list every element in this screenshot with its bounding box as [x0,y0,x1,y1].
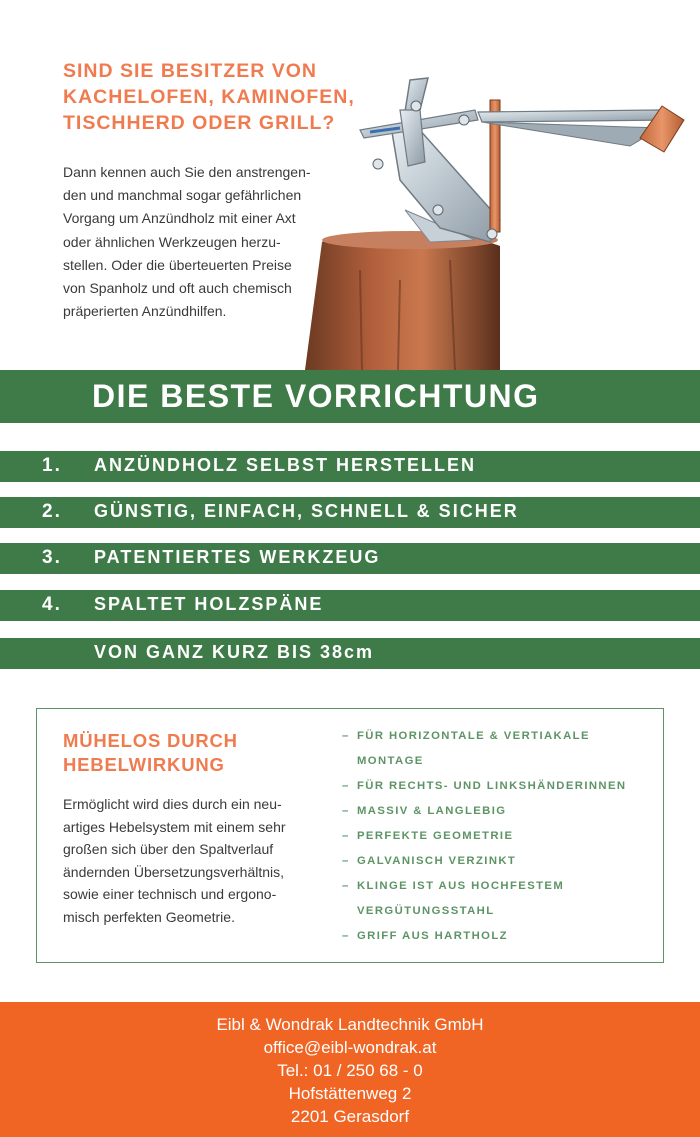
feature-number: 2. [42,501,62,522]
box-paragraph [63,793,313,928]
intro-paragraph [63,161,323,323]
dash-bullet: – [342,805,350,817]
box-text-line: ändernden Übersetzungsverhältnis, [63,863,285,880]
intro-text-line: oder ähnlichen Werkzeugen herzu- [63,233,281,250]
box-heading-line: MÜHELOS DURCH [63,730,238,751]
banner-title: DIE BESTE VORRICHTUNG [92,378,540,414]
street-address: Hofstättenweg 2 [288,1084,412,1103]
spec-item [342,824,662,849]
city-address: 2201 Gerasdorf [290,1107,410,1126]
footer-contact [0,1002,700,1137]
box-heading-line: HEBELWIRKUNG [63,754,225,775]
spec-item [342,724,662,774]
feature-text: ANZÜNDHOLZ SELBST HERSTELLEN [94,455,476,475]
tool-on-stump-image [300,70,700,370]
spec-text: GRIFF AUS HARTHOLZ [357,930,508,942]
intro-text-line: stellen. Oder die überteuerten Preise [63,256,292,273]
dash-bullet: – [342,855,350,867]
intro-text-line: den und manchmal sogar gefährlichen [63,187,302,204]
intro-text-line: präperierten Anzündhilfen. [63,303,227,320]
spec-item [342,774,662,799]
feature-bar [0,451,700,482]
headline-banner [0,370,700,423]
dash-bullet: – [342,880,350,892]
box-text-line: artiges Hebelsystem mit einem sehr [63,818,286,835]
box-text-line: Ermöglicht wird dies durch ein neu- [63,796,282,812]
intro-text-line: Vorgang um Anzündholz mit einer Axt [63,210,296,227]
spec-item [342,849,662,874]
feature-number: 4. [42,594,62,615]
dash-bullet: – [342,780,350,792]
intro-heading-line: SIND SIE BESITZER VON [63,60,317,82]
feature-text: GÜNSTIG, EINFACH, SCHNELL & SICHER [94,501,519,521]
spec-text: KLINGE IST AUS HOCHFESTEM [357,880,565,892]
box-heading [63,729,303,777]
intro-text-line: von Spanholz und oft auch chemisch [63,280,292,297]
box-text-line: misch perfekten Geometrie. [63,908,235,925]
feature-text: VON GANZ KURZ BIS 38cm [94,642,375,662]
phone-number: Tel.: 01 / 250 68 - 0 [277,1061,423,1080]
feature-text: SPALTET HOLZSPÄNE [94,594,324,614]
spec-text: FÜR RECHTS- UND LINKSHÄNDERINNEN [357,780,627,792]
feature-bar [0,638,700,669]
spec-item [342,874,662,924]
feature-text: PATENTIERTES WERKZEUG [94,547,381,567]
spec-text: VERGÜTUNGSSTAHL [357,905,495,917]
dash-bullet: – [342,730,350,742]
email-link[interactable]: office@eibl-wondrak.at [263,1038,437,1057]
info-box [36,708,664,963]
company-name: Eibl & Wondrak Landtechnik GmbH [216,1015,484,1034]
spec-item [342,924,662,949]
intro-heading-line: TISCHHERD ODER GRILL? [63,112,336,134]
spec-text: MONTAGE [357,755,424,767]
spec-text: FÜR HORIZONTALE & VERTIAKALE [357,730,590,742]
feature-bar [0,590,700,621]
spec-text: PERFEKTE GEOMETRIE [357,830,514,842]
feature-number: 1. [42,455,62,476]
dash-bullet: – [342,930,350,942]
spec-item [342,799,662,824]
spec-text: MASSIV & LANGLEBIG [357,805,507,817]
spec-list [342,724,662,949]
intro-text-line: Dann kennen auch Sie den anstrengen- [63,164,311,180]
feature-bar [0,543,700,574]
intro-heading-line: KACHELOFEN, KAMINOFEN, [63,86,355,108]
box-text-line: großen sich über den Spaltverlauf [63,841,274,857]
feature-number: 3. [42,547,62,568]
feature-bar [0,497,700,528]
box-text-line: sowie einer technisch und ergono- [63,886,277,902]
dash-bullet: – [342,830,350,842]
spec-text: GALVANISCH VERZINKT [357,855,517,867]
